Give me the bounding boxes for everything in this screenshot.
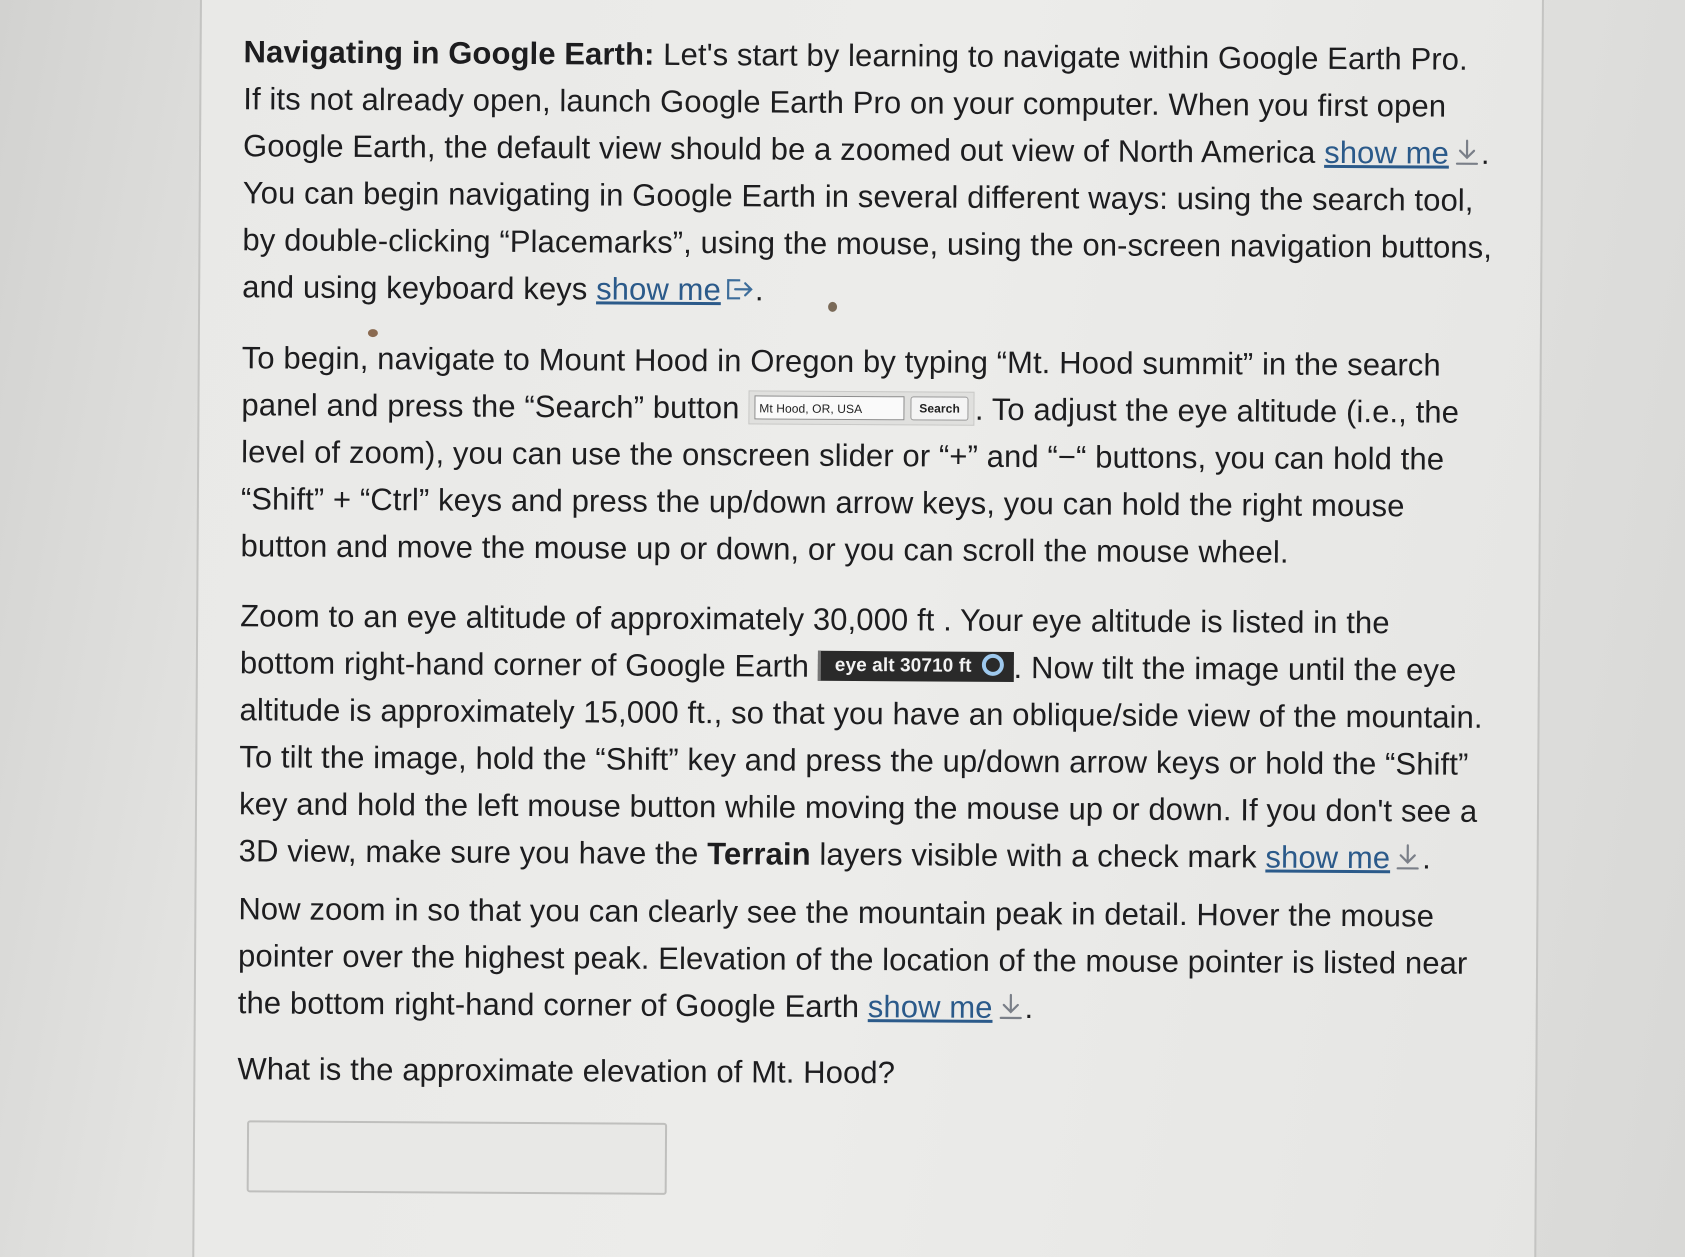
dust-speck — [828, 302, 837, 312]
altitude-text-4: . — [1422, 840, 1432, 876]
intro-paragraph — [242, 28, 1494, 318]
search-text-2: . To adjust the eye altitude (i.e., the level of zoom), you can use the onscreen slider or “+” and “−“ buttons, you can hold the “Shift” + “Ctrl” keys and press the up/down arrow keys, you can hold the right mouse button and move the mouse up or down, or you can scroll the mouse wheel. — [240, 391, 1460, 570]
altitude-paragraph — [239, 592, 1491, 882]
elevation-paragraph — [238, 885, 1489, 1034]
show-me-link-navigation[interactable]: show me — [596, 271, 721, 308]
altitude-text-1: Zoom to an eye altitude of approximately 30,000 ft . Your eye altitude is listed in the bottom right-hand corner of Google Earth — [239, 598, 1390, 684]
altitude-text-3: layers visible with a check mark — [810, 836, 1266, 875]
search-paragraph — [240, 334, 1491, 577]
search-text-1: To begin, navigate to Mount Hood in Oregon by typing “Mt. Hood summit” in the search panel and press the “Search” button — [241, 340, 1441, 426]
download-arrow-icon[interactable] — [1394, 842, 1422, 872]
intro-text-3: . — [754, 272, 764, 308]
status-ring-icon — [982, 654, 1004, 676]
eye-altitude-label: eye alt 30710 ft — [834, 654, 972, 677]
altitude-text-2: . Now tilt the image until the eye altitude is approximately 15,000 ft., so that you have an oblique/side view of the mountain. To tilt the image, hold the “Shift” key and press the up/down arrow keys or hold the “Shift” key and hold the left mouse button while moving the mouse up or down. If you don't see a 3D view, make sure you have the — [238, 649, 1483, 872]
open-external-icon[interactable] — [725, 276, 755, 302]
download-arrow-icon[interactable] — [996, 992, 1024, 1022]
search-button-image: Search — [910, 396, 969, 420]
content-panel — [192, 0, 1544, 1257]
show-me-link-default-view[interactable]: show me — [1324, 134, 1450, 171]
search-widget-image — [748, 390, 975, 425]
search-field-image: Mt Hood, OR, USA — [754, 395, 904, 420]
question-paragraph — [237, 1045, 1487, 1100]
elevation-text-1: Now zoom in so that you can clearly see the mountain peak in detail. Hover the mouse pointer over the highest peak. Elevation of the location of the mouse pointer is listed near the bottom right-hand corner of Google Earth — [237, 891, 1468, 1025]
intro-text-1: Let's start by learning to navigate within Google Earth Pro. If its not already open, launch Google Earth Pro on your computer. When you first open Google Earth, the default view should be a zoomed out view of North America — [242, 36, 1468, 170]
intro-text-2: . You can begin navigating in Google Earth in several different ways: using the search tool, by double-clicking “Placemarks”, using the mouse, using the on-screen navigation buttons, and using keyboard keys — [242, 135, 1493, 307]
elevation-text-2: . — [1024, 990, 1034, 1026]
question-text: What is the approximate elevation of Mt. Hood? — [237, 1051, 896, 1091]
show-me-link-terrain[interactable]: show me — [1265, 839, 1391, 876]
terrain-bold: Terrain — [707, 836, 811, 872]
download-arrow-icon[interactable] — [1453, 137, 1481, 167]
section-heading: Navigating in Google Earth: — [243, 34, 655, 72]
eye-altitude-badge — [818, 651, 1014, 682]
answer-input[interactable] — [247, 1120, 667, 1195]
show-me-link-elevation[interactable]: show me — [867, 989, 993, 1025]
dust-speck — [368, 329, 378, 337]
